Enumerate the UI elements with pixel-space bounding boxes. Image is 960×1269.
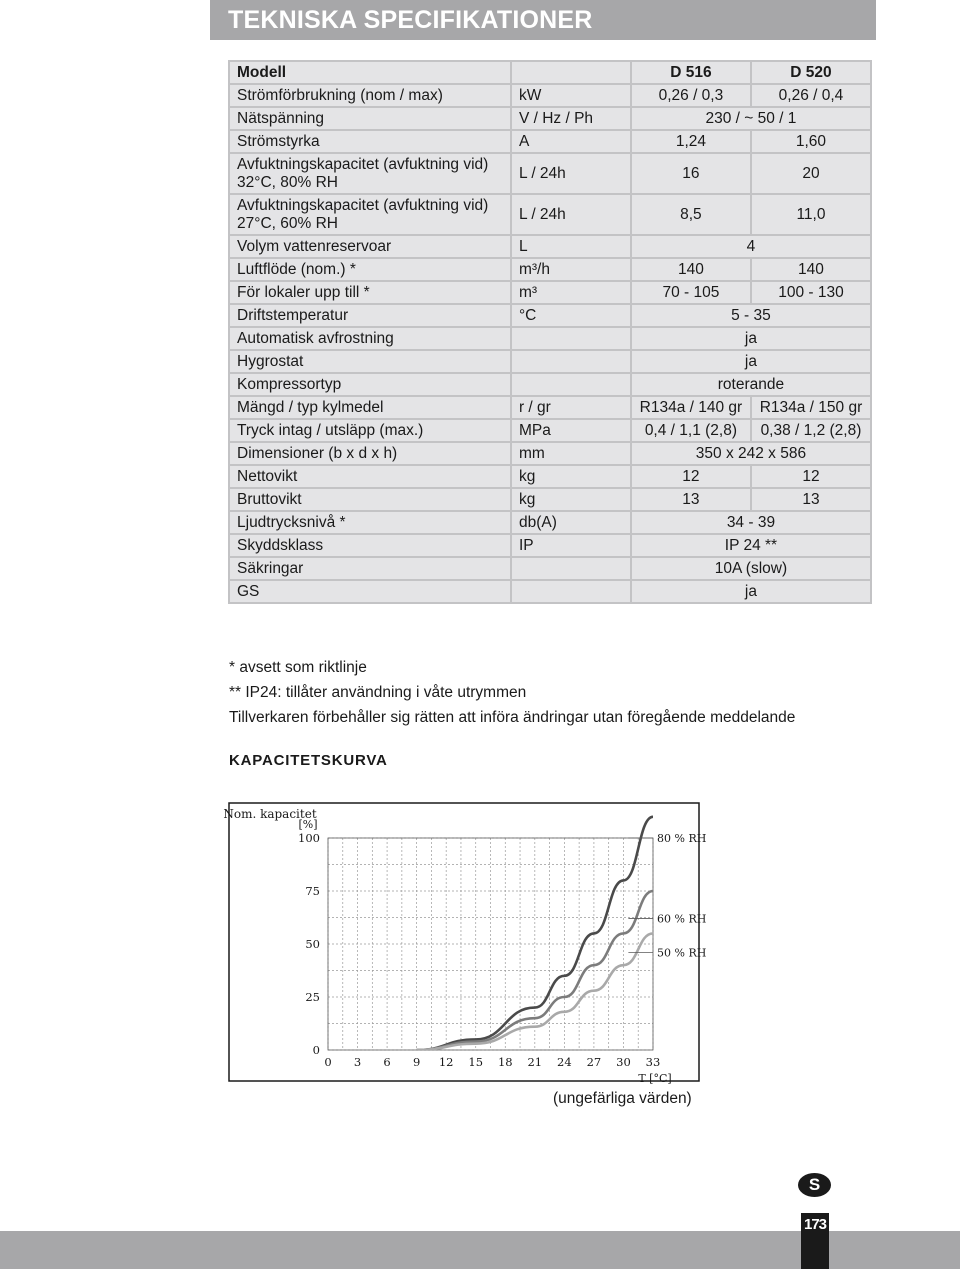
table-row <box>229 304 871 327</box>
y-tick-label: 50 <box>305 937 320 951</box>
row-label: Säkringar <box>229 557 511 580</box>
y-tick-label: 75 <box>305 884 320 898</box>
row-value-d516: 140 <box>631 258 751 281</box>
row-value-d516: 8,5 <box>631 194 751 235</box>
row-unit <box>511 557 631 580</box>
row-unit: m³/h <box>511 258 631 281</box>
row-label: Mängd / typ kylmedel <box>229 396 511 419</box>
row-value-both: 5 - 35 <box>631 304 871 327</box>
row-value-d520: 1,60 <box>751 130 871 153</box>
table-row <box>229 419 871 442</box>
row-unit: r / gr <box>511 396 631 419</box>
table-row <box>229 442 871 465</box>
row-unit: IP <box>511 534 631 557</box>
footnote: Tillverkaren förbehåller sig rätten att införa ändringar utan föregående meddelande <box>229 709 796 726</box>
row-value-both: 34 - 39 <box>631 511 871 534</box>
header-model-label: Modell <box>229 61 511 84</box>
y-tick-label: 100 <box>298 831 320 845</box>
footnote: ** IP24: tillåter användning i våte utrymmen <box>229 684 527 701</box>
spec-table <box>228 60 872 604</box>
row-value-d520: 20 <box>751 153 871 194</box>
table-row <box>229 557 871 580</box>
table-row <box>229 327 871 350</box>
row-value-both: 350 x 242 x 586 <box>631 442 871 465</box>
row-unit: mm <box>511 442 631 465</box>
row-value-d516: 70 - 105 <box>631 281 751 304</box>
page-title: TEKNISKA SPECIFIKATIONER <box>228 6 593 34</box>
x-tick-label: 12 <box>438 1055 454 1069</box>
x-tick-label: 9 <box>412 1055 421 1069</box>
table-row <box>229 130 871 153</box>
row-label: Strömstyrka <box>229 130 511 153</box>
row-value-d516: 16 <box>631 153 751 194</box>
row-unit: L / 24h <box>511 153 631 194</box>
row-value-d516: 13 <box>631 488 751 511</box>
header-d520: D 520 <box>751 61 871 84</box>
row-value-d516: 0,26 / 0,3 <box>631 84 751 107</box>
table-row <box>229 194 871 235</box>
table-row <box>229 281 871 304</box>
row-value-d516: 12 <box>631 465 751 488</box>
row-value-both: IP 24 ** <box>631 534 871 557</box>
row-label: Volym vattenreservoar <box>229 235 511 258</box>
row-value-d520: 12 <box>751 465 871 488</box>
row-unit: kW <box>511 84 631 107</box>
chart-note: (ungefärliga värden) <box>553 1090 692 1107</box>
row-label: Luftflöde (nom.) * <box>229 258 511 281</box>
row-unit <box>511 350 631 373</box>
row-label: Driftstemperatur <box>229 304 511 327</box>
row-label: Hygrostat <box>229 350 511 373</box>
row-label: Tryck intag / utsläpp (max.) <box>229 419 511 442</box>
row-value-d520: 13 <box>751 488 871 511</box>
row-value-both: 10A (slow) <box>631 557 871 580</box>
row-unit <box>511 373 631 396</box>
row-value-both: 230 / ~ 50 / 1 <box>631 107 871 130</box>
row-label: Ljudtrycksnivå * <box>229 511 511 534</box>
row-unit <box>511 327 631 350</box>
row-unit: °C <box>511 304 631 327</box>
series-label: 80 % RH <box>657 832 707 845</box>
language-badge: S <box>798 1173 831 1197</box>
row-unit: m³ <box>511 281 631 304</box>
x-tick-label: 21 <box>527 1055 543 1069</box>
capacity-chart <box>223 802 707 1085</box>
x-tick-label: 33 <box>645 1055 661 1069</box>
row-value-d520: 0,26 / 0,4 <box>751 84 871 107</box>
chart-heading: KAPACITETSKURVA <box>229 752 388 769</box>
row-unit: L <box>511 235 631 258</box>
row-value-d520: 11,0 <box>751 194 871 235</box>
series-label: 60 % RH <box>657 912 707 926</box>
row-label: GS <box>229 580 511 603</box>
table-row <box>229 84 871 107</box>
row-label: Skyddsklass <box>229 534 511 557</box>
table-row <box>229 488 871 511</box>
row-value-both: ja <box>631 580 871 603</box>
row-unit: A <box>511 130 631 153</box>
row-value-d520: 0,38 / 1,2 (2,8) <box>751 419 871 442</box>
row-unit <box>511 580 631 603</box>
row-value-both: 4 <box>631 235 871 258</box>
table-row <box>229 534 871 557</box>
footnote: * avsett som riktlinje <box>229 659 367 676</box>
y-tick-label: 25 <box>305 990 320 1004</box>
row-label: Nätspänning <box>229 107 511 130</box>
page-number: 173 <box>801 1213 829 1269</box>
header-unit <box>511 61 631 84</box>
table-row <box>229 580 871 603</box>
table-row <box>229 373 871 396</box>
row-unit: kg <box>511 465 631 488</box>
series-label: 50 % RH <box>657 946 707 960</box>
footnotes <box>229 655 795 730</box>
row-unit: db(A) <box>511 511 631 534</box>
table-row <box>229 350 871 373</box>
x-axis-label: T [°C] <box>638 1072 672 1085</box>
y-axis-label: Nom. kapacitet <box>223 807 317 821</box>
table-row <box>229 107 871 130</box>
capacity-chart-svg <box>223 802 707 1085</box>
row-value-both: ja <box>631 350 871 373</box>
x-tick-label: 18 <box>497 1055 513 1069</box>
x-tick-label: 15 <box>468 1055 484 1069</box>
row-value-both: ja <box>631 327 871 350</box>
table-row <box>229 511 871 534</box>
x-tick-label: 3 <box>353 1055 362 1069</box>
row-label: Strömförbrukning (nom / max) <box>229 84 511 107</box>
table-row <box>229 235 871 258</box>
row-label: Avfuktningskapacitet (avfuktning vid) 32°C, 80% RH <box>229 153 511 194</box>
row-label: Bruttovikt <box>229 488 511 511</box>
table-row <box>229 258 871 281</box>
row-value-both: roterande <box>631 373 871 396</box>
table-row <box>229 396 871 419</box>
row-label: Kompressortyp <box>229 373 511 396</box>
row-label: Avfuktningskapacitet (avfuktning vid) 27°C, 60% RH <box>229 194 511 235</box>
y-axis-unit: [%] <box>298 818 318 831</box>
x-tick-label: 6 <box>383 1055 391 1069</box>
x-tick-label: 24 <box>557 1055 572 1069</box>
row-value-d520: 140 <box>751 258 871 281</box>
x-tick-label: 0 <box>324 1055 332 1069</box>
title-bar <box>210 0 876 40</box>
table-row <box>229 153 871 194</box>
table-row <box>229 465 871 488</box>
row-value-d520: R134a / 150 gr <box>751 396 871 419</box>
y-tick-label: 0 <box>312 1043 320 1057</box>
row-label: Nettovikt <box>229 465 511 488</box>
row-value-d516: 1,24 <box>631 130 751 153</box>
row-label: För lokaler upp till * <box>229 281 511 304</box>
row-unit: MPa <box>511 419 631 442</box>
x-tick-label: 30 <box>616 1055 631 1069</box>
row-value-d516: 0,4 / 1,1 (2,8) <box>631 419 751 442</box>
row-unit: V / Hz / Ph <box>511 107 631 130</box>
x-tick-label: 27 <box>586 1055 602 1069</box>
row-unit: L / 24h <box>511 194 631 235</box>
row-label: Automatisk avfrostning <box>229 327 511 350</box>
row-value-d516: R134a / 140 gr <box>631 396 751 419</box>
header-d516: D 516 <box>631 61 751 84</box>
row-value-d520: 100 - 130 <box>751 281 871 304</box>
row-label: Dimensioner (b x d x h) <box>229 442 511 465</box>
table-header-row <box>229 61 871 84</box>
row-unit: kg <box>511 488 631 511</box>
